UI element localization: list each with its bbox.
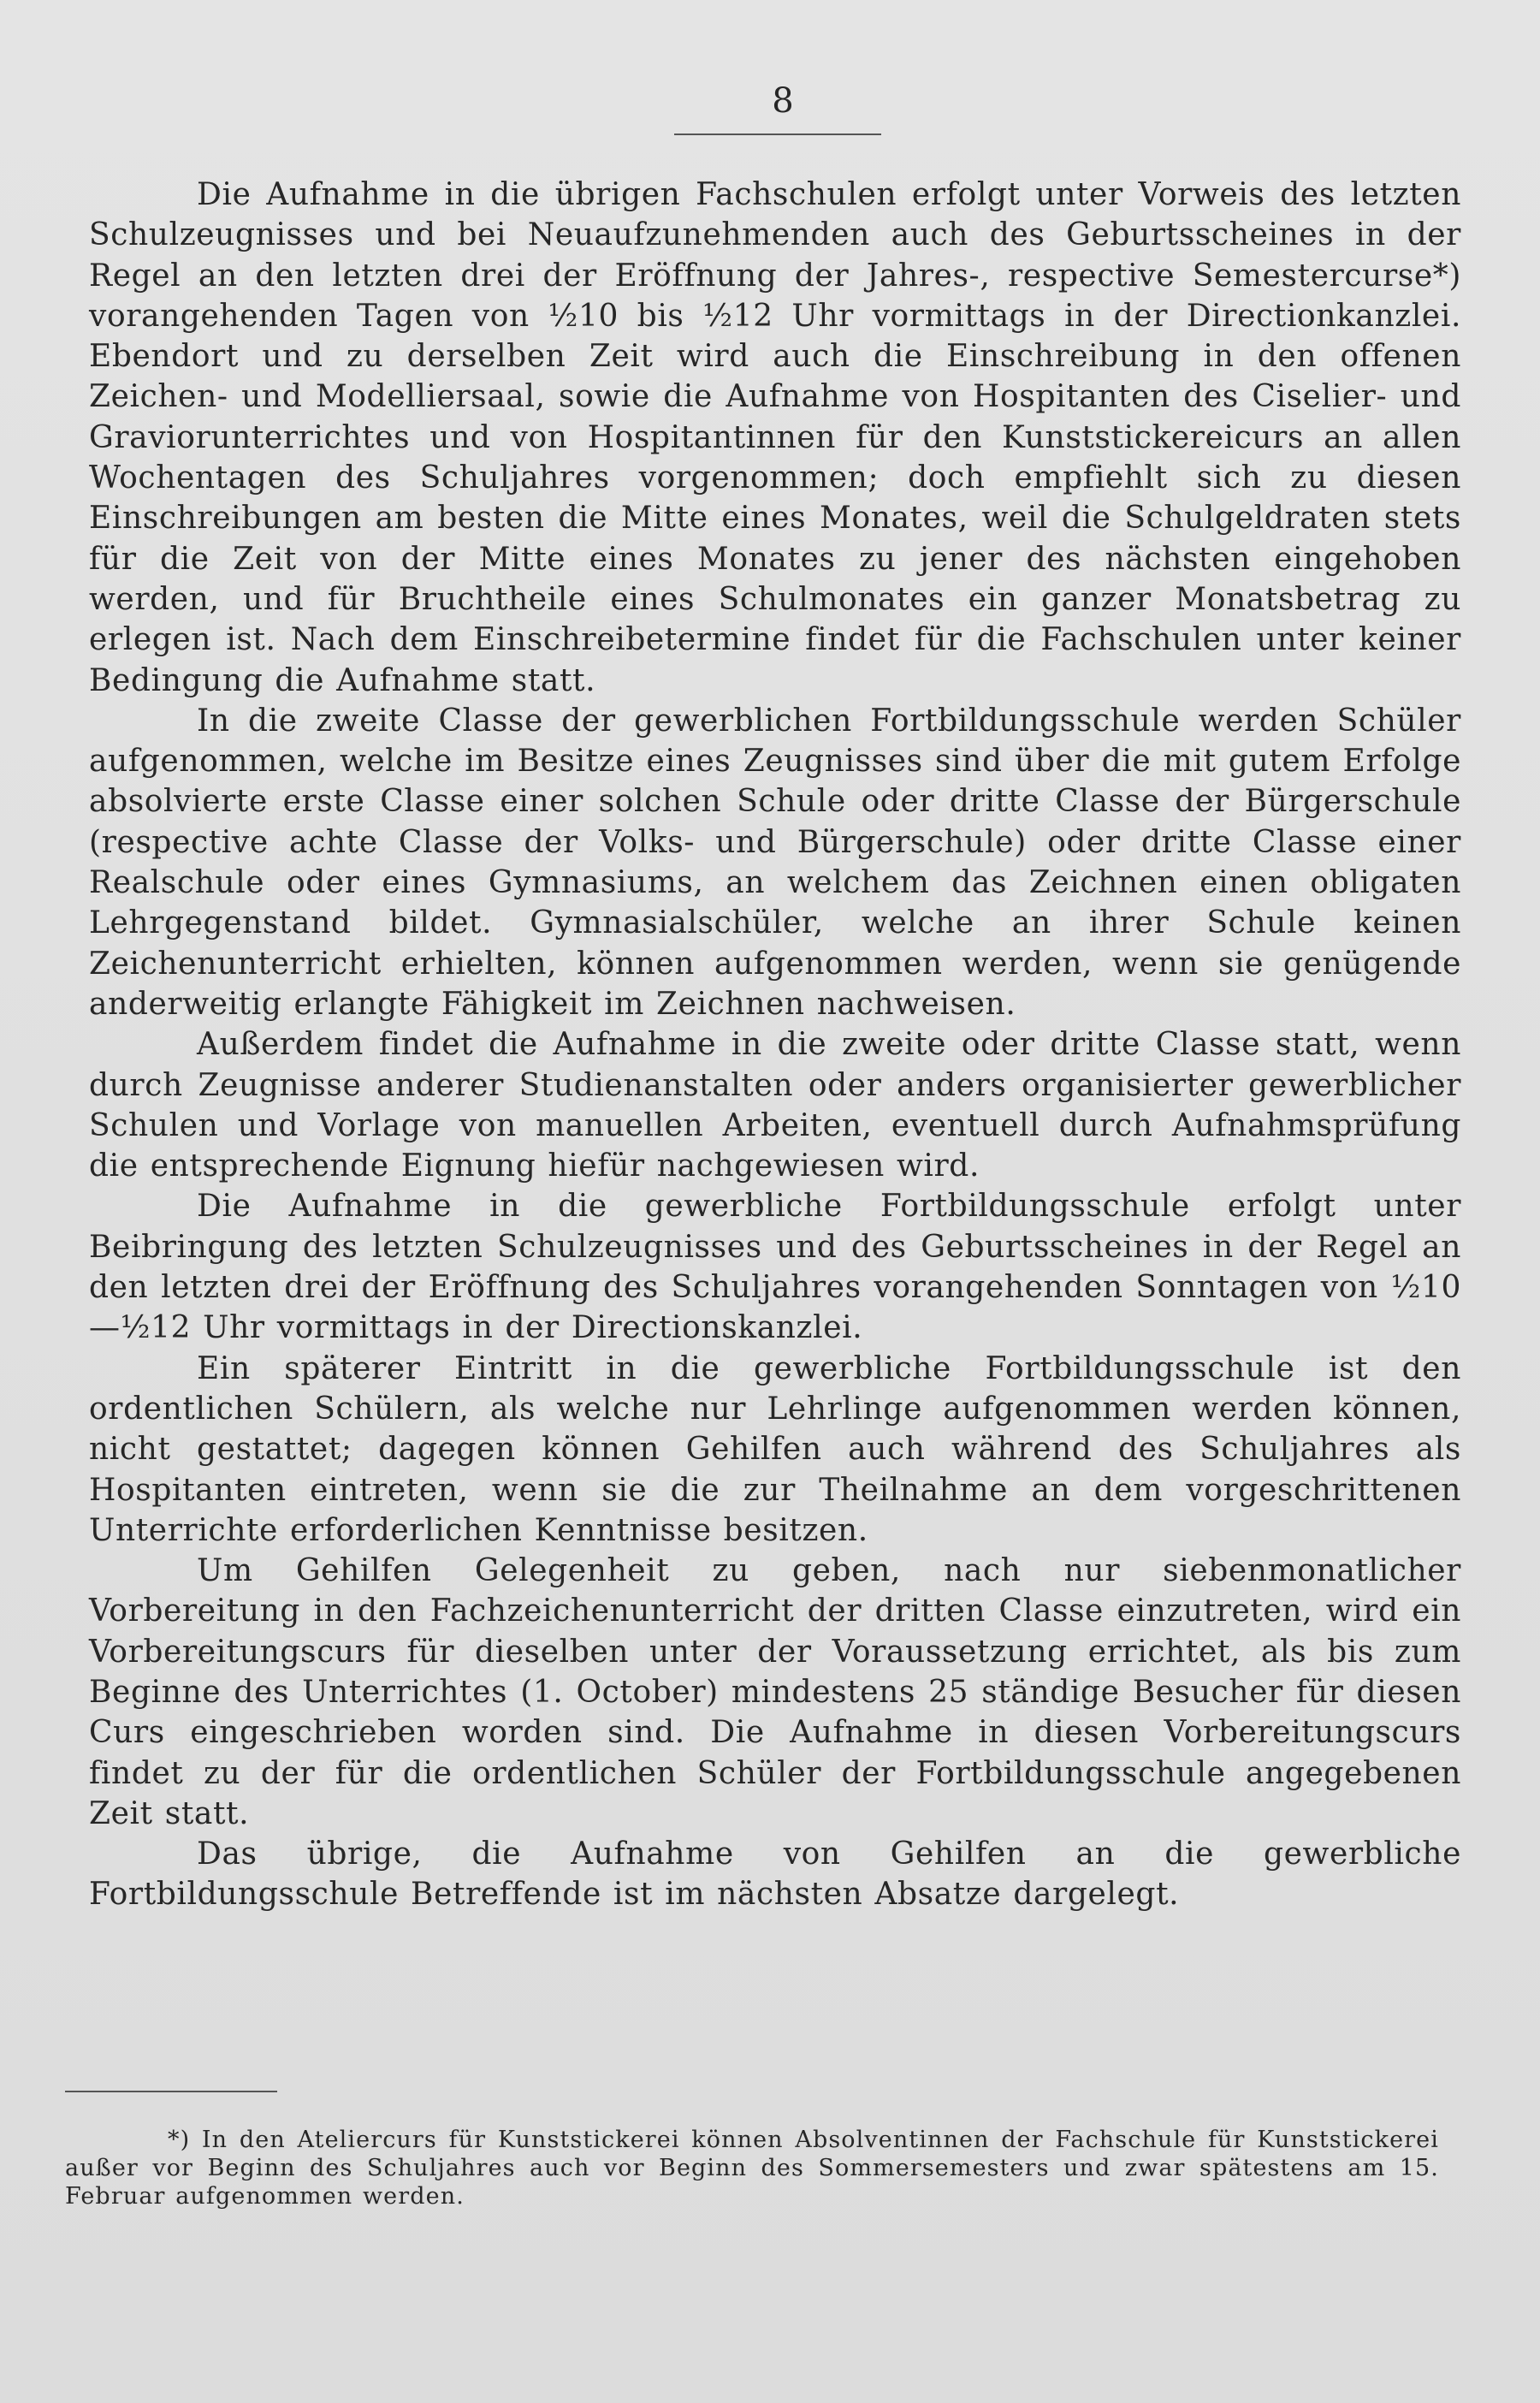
paragraph-fortbildungsschule-admission: Die Aufnahme in die gewerbliche Fortbildungsschule erfolgt unter Beibringung des letzten Schulzeugnisses und des Geburtsscheines in der Regel an den letzten drei der Eröffnung des Schuljahres vorangehenden Sonntagen von ½10—½12 Uhr vormittags in der Directionskanzlei. xyxy=(89,1189,1461,1346)
footnote: *) In den Ateliercurs für Kunststickerei können Absolventinnen der Fachschule für Kunststickerei außer vor Beginn des Schuljahres auch vor Beginn des Sommersemesters und zwar spätestens am 15. Februar aufgenommen werden. xyxy=(65,2127,1439,2210)
paragraph-additional-admission: Außerdem findet die Aufnahme in die zweite oder dritte Classe statt, wenn durch Zeugnisse anderer Studienanstalten oder anders organisierter gewerblicher Schulen und Vorlage von manuellen Arbeiten, eventuell durch Aufnahmsprüfung die entsprechende Eignung hiefür nachgewiesen wird. xyxy=(89,1027,1461,1184)
body-text xyxy=(89,175,1461,1915)
header-rule xyxy=(674,134,881,135)
paragraph-remaining: Das übrige, die Aufnahme von Gehilfen an die gewerbliche Fortbildungsschule Betreffende ist im nächsten Absatze dargelegt. xyxy=(89,1836,1461,1913)
paragraph-second-class-admission: In die zweite Classe der gewerblichen Fortbildungsschule werden Schüler aufgenommen, welche im Besitze eines Zeugnisses sind über die mit gutem Erfolge absolvierte erste Classe einer solchen Schule oder dritte Classe der Bürgerschule (respective achte Classe der Volks- und Bürgerschule) oder dritte Classe einer Realschule oder eines Gymnasiums, an welchem das Zeichnen einen obligaten Lehrgegenstand bildet. Gymnasialschüler, welche an ihrer Schule keinen Zeichenunterricht erhielten, können aufgenommen werden, wenn sie genügende anderweitig erlangte Fähigkeit im Zeichnen nachweisen. xyxy=(89,703,1461,1022)
paragraph-preparatory-course: Um Gehilfen Gelegenheit zu geben, nach nur siebenmonatlicher Vorbereitung in den Fachzeichenunterricht der dritten Classe einzutreten, wird ein Vorbereitungscurs für dieselben unter der Voraussetzung errichtet, als bis zum Beginne des Unterrichtes (1. October) mindestens 25 ständige Besucher für diesen Curs eingeschrieben worden sind. Die Aufnahme in diesen Vorbereitungscurs findet zu der für die ordentlichen Schüler der Fortbildungsschule angegebenen Zeit statt. xyxy=(89,1553,1461,1831)
paragraph-later-entry: Ein späterer Eintritt in die gewerbliche Fortbildungsschule ist den ordentlichen Schülern, als welche nur Lehrlinge aufgenommen werden können, nicht gestattet; dagegen können Gehilfen auch während des Schuljahres als Hospitanten eintreten, wenn sie die zur Theilnahme an dem vorgeschrittenen Unterrichte erforderlichen Kenntnisse besitzen. xyxy=(89,1350,1461,1548)
paragraph-admission-fachschulen: Die Aufnahme in die übrigen Fachschulen erfolgt unter Vorweis des letzten Schulzeugnisses und bei Neuaufzunehmenden auch des Geburtsscheines in der Regel an den letzten drei der Eröffnung der Jahres-, respective Semestercurse*) vorangehenden Tagen von ½10 bis ½12 Uhr vormittags in der Directionkanzlei. Ebendort und zu derselben Zeit wird auch die Einschreibung in den offenen Zeichen- und Modelliersaal, sowie die Aufnahme von Hospitanten des Ciselier- und Graviorunterrichtes und von Hospitantinnen für den Kunststickereicurs an allen Wochentagen des Schuljahres vorgenommen; doch empfiehlt sich zu diesen Einschreibungen am besten die Mitte eines Monates, weil die Schulgeldraten stets für die Zeit von der Mitte eines Monates zu jener des nächsten eingehoben werden, und für Bruchtheile eines Schulmonates ein ganzer Monatsbetrag zu erlegen ist. Nach dem Einschreibetermine findet für die Fachschulen unter keiner Bedingung die Aufnahme statt. xyxy=(89,177,1461,698)
footnote-rule xyxy=(65,2091,277,2092)
page-number: 8 xyxy=(772,81,794,121)
